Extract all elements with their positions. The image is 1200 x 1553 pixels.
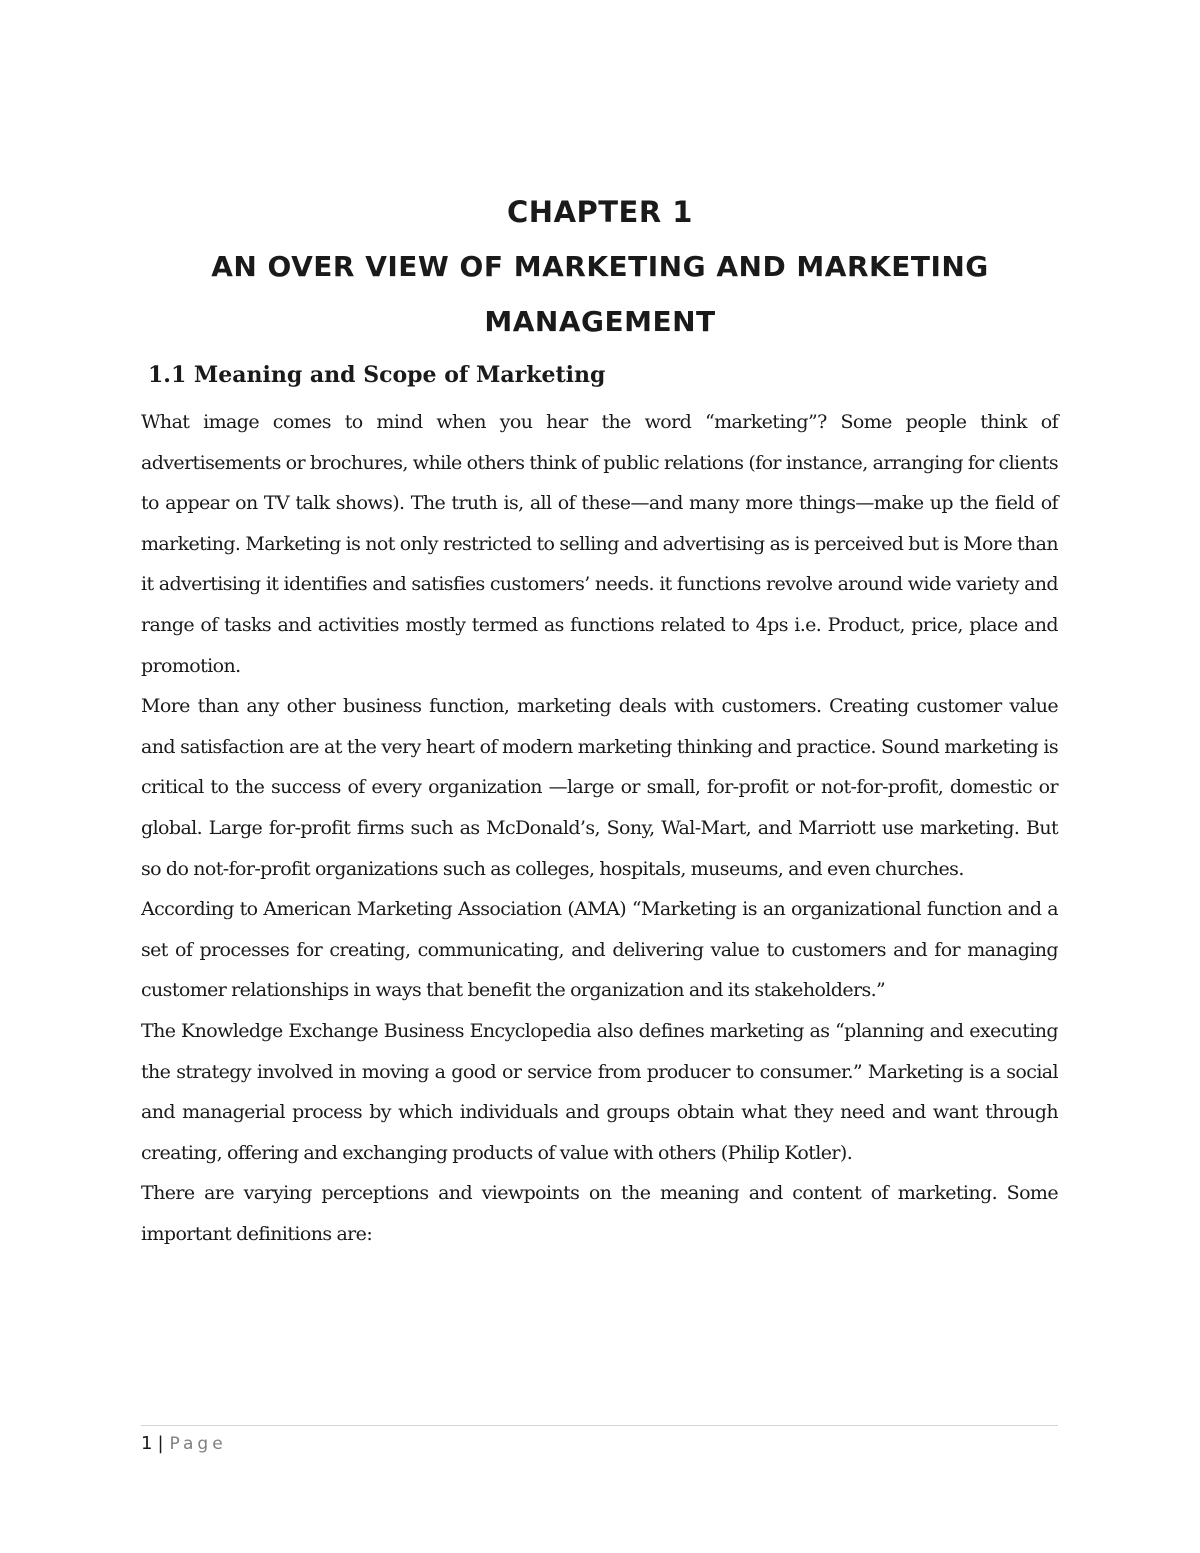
section-heading: 1.1 Meaning and Scope of Marketing [148,362,606,388]
paragraph-varying-perceptions: There are varying perceptions and viewpoints on the meaning and content of marketing. Some important definitions are: [141,1182,1058,1245]
paragraph-knowledge-exchange-definition: The Knowledge Exchange Business Encyclopedia also defines marketing as “planning and executing the strategy involved in moving a good or service from producer to consumer.” Marketing is a social and managerial process by which individuals and groups obtain what they need and want through creating, offering and exchanging products of value with others (Philip Kotler). [141,1019,1058,1164]
footer-divider [141,1425,1058,1426]
footer-separator: | [157,1433,164,1454]
chapter-title-line-2: MANAGEMENT [484,305,716,338]
paragraph-marketing-image: What image comes to mind when you hear the word “marketing”? Some people think of advertisements or brochures, while others think of public relations (for instance, arranging for clients to appear on TV talk shows). The truth is, all of these—and many more things—make up the field of marketing. Marketing is not only restricted to selling and advertising as is perceived but is More than it advertising it identifies and satisfies customers’ needs. it functions revolve around wide variety and range of tasks and activities mostly termed as functions related to 4ps i.e. Product, price, place and promotion. [141,411,1058,677]
chapter-title-line-1: AN OVER VIEW OF MARKETING AND MARKETING [211,250,989,283]
chapter-label: CHAPTER 1 [507,195,693,229]
body-text [141,402,1058,1254]
page-number: 1 [141,1433,153,1454]
page-footer [141,1433,227,1454]
page-label: Page [169,1434,227,1454]
paragraph-ama-definition: According to American Marketing Association (AMA) “Marketing is an organizational function and a set of processes for creating, communicating, and delivering value to customers and for managing customer relationships in ways that benefit the organization and its stakeholders.” [141,898,1058,1002]
paragraph-business-function: More than any other business function, marketing deals with customers. Creating customer value and satisfaction are at the very heart of modern marketing thinking and practice. Sound marketing is critical to the success of every organization —large or small, for-profit or not-for-profit, domestic or global. Large for-profit firms such as McDonald’s, Sony, Wal-Mart, and Marriott use marketing. But so do not-for-profit organizations such as colleges, hospitals, museums, and even churches. [141,695,1058,880]
